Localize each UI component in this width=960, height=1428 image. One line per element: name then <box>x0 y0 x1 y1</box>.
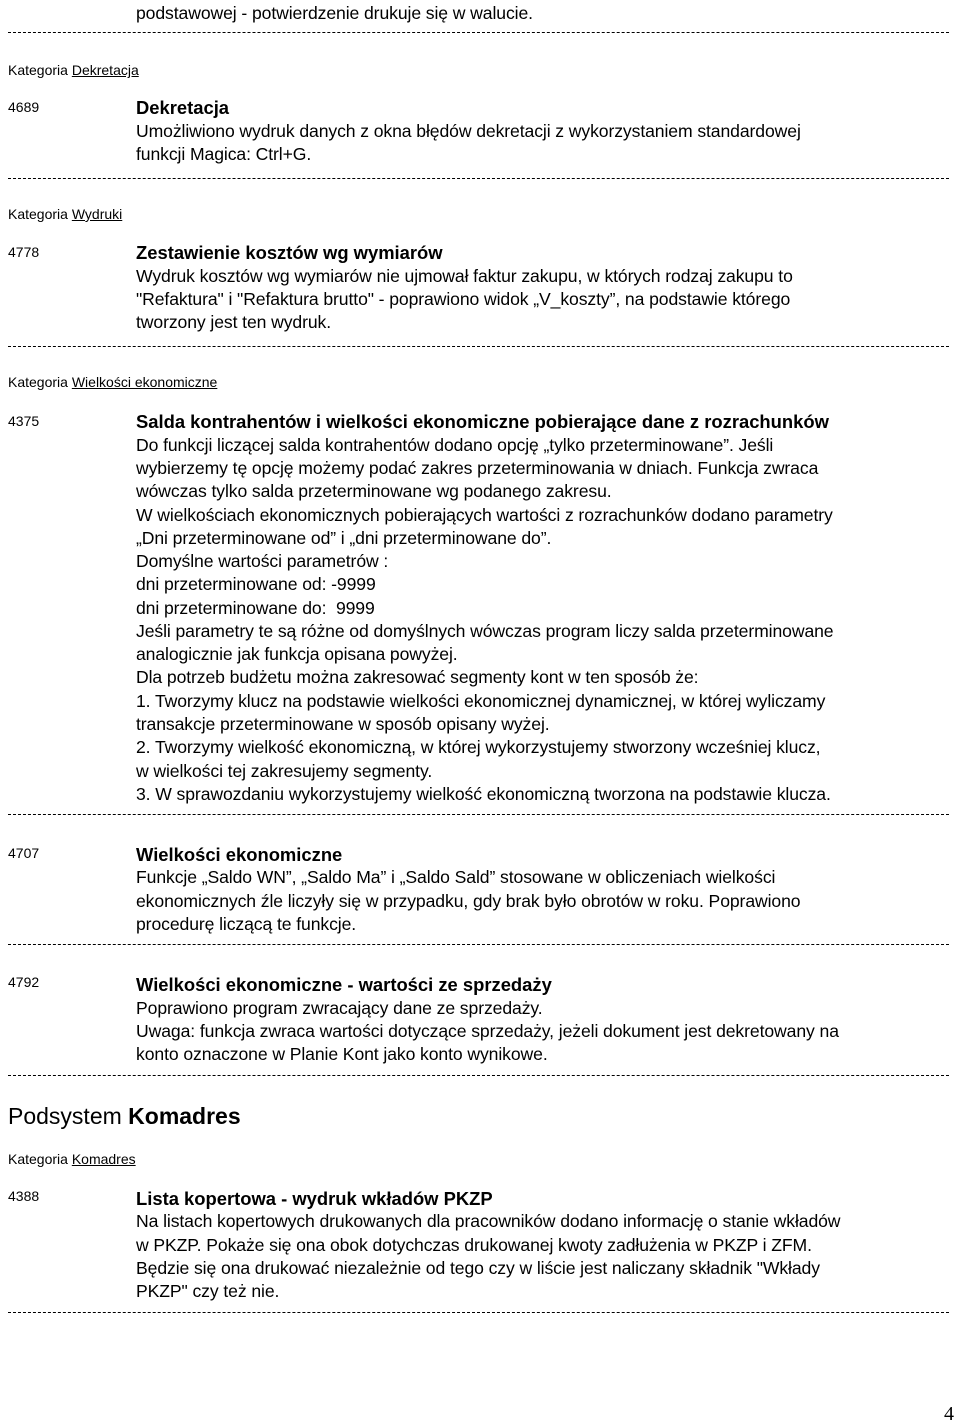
entry-line: w PKZP. Pokaże się ona obok dotychczas drukowanej kwoty zadłużenia w PKZP i ZFM. <box>136 1235 812 1255</box>
entry-title: Wielkości ekonomiczne - wartości ze sprzedaży <box>136 974 552 995</box>
entry-line: 1. Tworzymy klucz na podstawie wielkości ekonomicznej dynamicznej, w której wyliczamy <box>136 691 826 711</box>
entry-line: Poprawiono program zwracający dane ze sprzedaży. <box>136 998 543 1018</box>
entry-line: dni przeterminowane do: 9999 <box>136 598 375 618</box>
entry-number: 4375 <box>8 413 40 429</box>
entry-title: Lista kopertowa - wydruk wkładów PKZP <box>136 1188 493 1209</box>
category-komadres: Kategoria Komadres <box>8 1151 136 1167</box>
entry-line: W wielkościach ekonomicznych pobierających wartości z rozrachunków dodano parametry <box>136 505 833 525</box>
entry-line: Będzie się ona drukować niezależnie od tego czy w liście jest naliczany składnik "Wkłady <box>136 1258 820 1278</box>
entry-line: wówczas tylko salda przeterminowane wg podanego zakresu. <box>136 481 612 501</box>
entry-line: Dla potrzeb budżetu można zakresować segmenty kont w ten sposób że: <box>136 667 699 687</box>
entry-line: „Dni przeterminowane od” i „dni przeterminowane do”. <box>136 528 552 548</box>
entry-line: transakcje przeterminowane w sposób opisany wyżej. <box>136 714 550 734</box>
entry-line: funkcji Magica: Ctrl+G. <box>136 144 312 164</box>
separator <box>8 1075 949 1076</box>
entry-line: Umożliwiono wydruk danych z okna błędów dekretacji z wykorzystaniem standardowej <box>136 121 801 141</box>
entry-title: Zestawienie kosztów wg wymiarów <box>136 242 443 263</box>
entry-number: 4388 <box>8 1188 40 1204</box>
entry-title: Salda kontrahentów i wielkości ekonomiczne pobierające dane z rozrachunków <box>136 411 829 432</box>
category-wydruki: Kategoria Wydruki <box>8 206 123 222</box>
entry-line: "Refaktura" i "Refaktura brutto" - poprawiono widok „V_koszty”, na podstawie którego <box>136 289 791 309</box>
entry-line: tworzony jest ten wydruk. <box>136 312 332 332</box>
entry-line: Jeśli parametry te są różne od domyślnych wówczas program liczy salda przeterminowane <box>136 621 834 641</box>
entry-line: Na listach kopertowych drukowanych dla pracowników dodano informację o stanie wkładów <box>136 1211 841 1231</box>
entry-line: wybierzemy tę opcję możemy podać zakres przeterminowania w dniach. Funkcja zwraca <box>136 458 819 478</box>
separator <box>8 32 949 33</box>
top-fragment: podstawowej - potwierdzenie drukuje się w walucie. <box>136 3 533 23</box>
separator <box>8 814 949 815</box>
entry-number: 4707 <box>8 845 40 861</box>
entry-line: procedurę liczącą te funkcje. <box>136 914 357 934</box>
separator <box>8 1312 949 1313</box>
entry-line: analogicznie jak funkcja opisana powyżej. <box>136 644 458 664</box>
entry-line: konto oznaczone w Planie Kont jako konto wynikowe. <box>136 1044 548 1064</box>
entry-line: 2. Tworzymy wielkość ekonomiczną, w której wykorzystujemy stworzony wcześniej klucz, <box>136 737 821 757</box>
entry-line: Domyślne wartości parametrów : <box>136 551 389 571</box>
entry-number: 4689 <box>8 99 40 115</box>
entry-line: 3. W sprawozdaniu wykorzystujemy wielkość ekonomiczną tworzona na podstawie klucza. <box>136 784 831 804</box>
entry-line: dni przeterminowane od: -9999 <box>136 574 376 594</box>
entry-line: Funkcje „Saldo WN”, „Saldo Ma” i „Saldo Sald” stosowane w obliczeniach wielkości <box>136 867 776 887</box>
page-number: 4 <box>944 1403 954 1425</box>
separator <box>8 346 949 347</box>
category-link-komadres[interactable]: Komadres <box>71 1151 136 1167</box>
entry-line: Do funkcji liczącej salda kontrahentów dodano opcję „tylko przeterminowane”. Jeśli <box>136 435 774 455</box>
separator <box>8 944 949 945</box>
category-wielkosci: Kategoria Wielkości ekonomiczne <box>8 374 218 390</box>
separator <box>8 178 949 179</box>
entry-line: Wydruk kosztów wg wymiarów nie ujmował faktur zakupu, w których rodzaj zakupu to <box>136 266 793 286</box>
entry-line: ekonomicznych źle liczyły się w przypadku, gdy brak było obrotów w roku. Poprawiono <box>136 891 801 911</box>
entry-line: w wielkości tej zakresujemy segmenty. <box>136 761 433 781</box>
entry-title: Dekretacja <box>136 97 230 118</box>
entry-number: 4792 <box>8 974 40 990</box>
category-dekretacja: Kategoria Dekretacja <box>8 62 139 78</box>
subsystem-heading: Podsystem Komadres <box>8 1103 241 1129</box>
entry-line: PKZP" czy też nie. <box>136 1281 280 1301</box>
entry-title: Wielkości ekonomiczne <box>136 844 343 865</box>
entry-number: 4778 <box>8 244 40 260</box>
entry-line: Uwaga: funkcja zwraca wartości dotyczące sprzedaży, jeżeli dokument jest dekretowany na <box>136 1021 839 1041</box>
category-link-wydruki[interactable]: Wydruki <box>71 206 123 222</box>
category-link-dekretacja[interactable]: Dekretacja <box>71 62 139 78</box>
category-link-wielkosci[interactable]: Wielkości ekonomiczne <box>71 374 218 390</box>
